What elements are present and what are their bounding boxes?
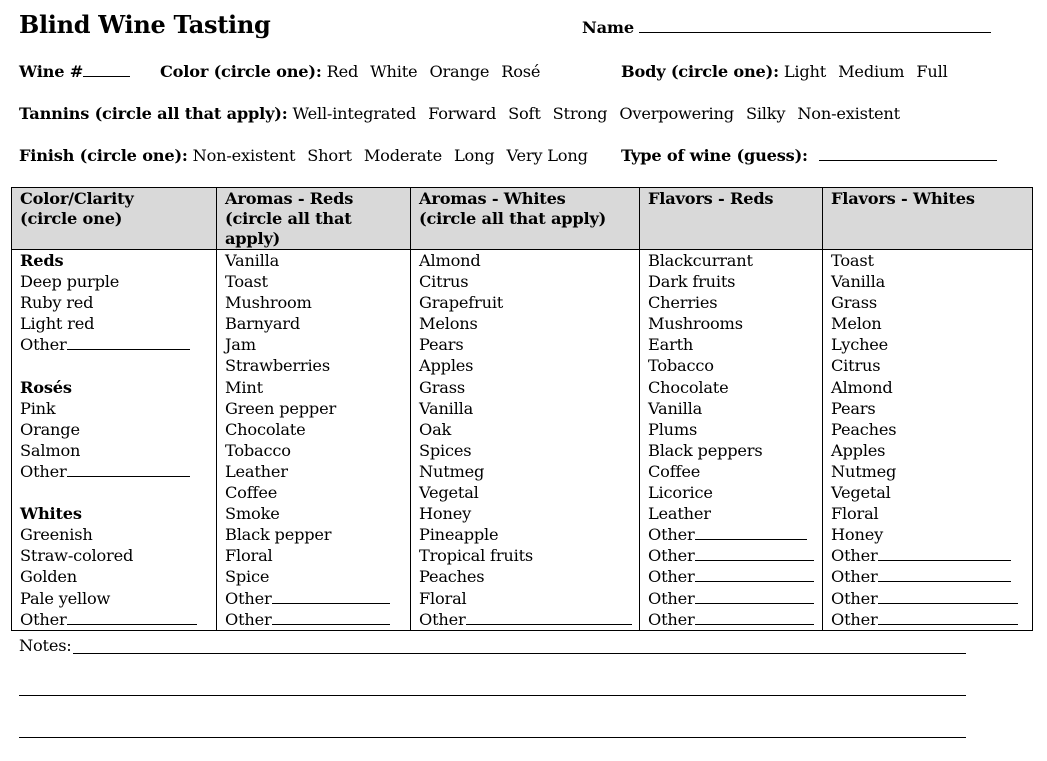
cell-text: Grass	[419, 377, 465, 397]
cell-text: Other	[20, 335, 67, 355]
cell-text: Pears	[419, 335, 464, 355]
cell-aromas-whites[interactable]	[411, 398, 640, 419]
cell-text: Floral	[831, 504, 879, 524]
cell-aromas-whites[interactable]	[411, 440, 640, 461]
cell-text: Vanilla	[831, 272, 886, 292]
cell-text: Apples	[831, 440, 886, 460]
cell-text: Pink	[20, 398, 56, 418]
cell-text: Orange	[20, 419, 80, 439]
table-row	[12, 271, 1033, 292]
cell-flavors-whites[interactable]	[823, 419, 1033, 440]
cell-aromas-reds[interactable]	[217, 377, 411, 398]
table-row	[12, 524, 1033, 545]
finish-option-non-existent[interactable]: Non-existent	[192, 146, 296, 165]
cell-text: Other	[225, 609, 272, 629]
color-label: Color (circle one):	[160, 62, 322, 81]
cell-text: Vanilla	[225, 251, 280, 270]
tannin-option-forward[interactable]: Forward	[428, 104, 497, 123]
cell-aromas-reds[interactable]	[217, 271, 411, 292]
cell-flavors-reds[interactable]	[640, 503, 823, 524]
wine-number-input-line[interactable]	[83, 75, 130, 77]
header-title: Flavors - Reds	[648, 189, 774, 208]
cell-flavors-whites[interactable]	[823, 440, 1033, 461]
cell-text: Chocolate	[225, 419, 306, 439]
tannin-option-strong[interactable]: Strong	[552, 104, 608, 123]
color-option-rose[interactable]: Rosé	[501, 62, 541, 81]
header-color-clarity	[12, 188, 217, 250]
cell-flavors-reds[interactable]	[640, 334, 823, 355]
cell-text: Barnyard	[225, 314, 301, 334]
other-input-line[interactable]	[695, 538, 807, 540]
cell-text: Ruby red	[20, 293, 94, 313]
cell-color-clarity[interactable]	[12, 271, 217, 292]
cell-aromas-reds[interactable]	[217, 292, 411, 313]
cell-flavors-reds[interactable]	[640, 461, 823, 482]
cell-text: Almond	[419, 251, 481, 270]
cell-flavors-reds[interactable]	[640, 524, 823, 545]
cell-flavors-whites[interactable]	[823, 377, 1033, 398]
cell-color-clarity	[12, 377, 217, 398]
cell-aromas-whites[interactable]	[411, 524, 640, 545]
cell-color-clarity[interactable]	[12, 334, 217, 355]
table-row	[12, 250, 1033, 272]
cell-color-clarity	[12, 482, 217, 503]
tannins-group	[19, 104, 912, 123]
header-title: Aromas - Reds	[225, 189, 354, 208]
cell-aromas-whites[interactable]	[411, 292, 640, 313]
cell-text: Toast	[831, 251, 874, 270]
cell-text: Toast	[225, 272, 268, 292]
cell-flavors-reds[interactable]	[640, 313, 823, 334]
cell-flavors-reds[interactable]	[640, 440, 823, 461]
cell-flavors-reds[interactable]	[640, 588, 823, 609]
table-row	[12, 609, 1033, 631]
wine-type-group	[621, 146, 997, 165]
cell-aromas-whites[interactable]	[411, 545, 640, 566]
cell-text: Green pepper	[225, 398, 336, 418]
cell-text: Smoke	[225, 504, 280, 524]
cell-aromas-whites[interactable]	[411, 271, 640, 292]
tannin-option-overpowering[interactable]: Overpowering	[619, 104, 734, 123]
cell-text: Whites	[20, 504, 82, 524]
cell-color-clarity[interactable]	[12, 588, 217, 609]
cell-aromas-reds[interactable]	[217, 419, 411, 440]
cell-text: Greenish	[20, 525, 93, 545]
header-title: Flavors - Whites	[831, 189, 975, 208]
cell-text: Almond	[831, 377, 893, 397]
cell-color-clarity[interactable]	[12, 313, 217, 334]
cell-text: Coffee	[648, 461, 701, 481]
cell-aromas-reds[interactable]	[217, 609, 411, 631]
cell-text: Other	[20, 461, 67, 481]
cell-text: Leather	[648, 504, 711, 524]
cell-flavors-whites[interactable]	[823, 313, 1033, 334]
cell-flavors-reds[interactable]	[640, 609, 823, 631]
cell-text: Honey	[419, 504, 472, 524]
table-row	[12, 419, 1033, 440]
color-group	[160, 62, 552, 81]
cell-flavors-whites[interactable]	[823, 524, 1033, 545]
wine-number-label: Wine #	[19, 62, 84, 81]
other-input-line[interactable]	[67, 348, 190, 350]
cell-text: Dark fruits	[648, 272, 736, 292]
cell-text: Lychee	[831, 335, 889, 355]
cell-flavors-reds[interactable]	[640, 482, 823, 503]
table-row	[12, 588, 1033, 609]
cell-text: Other	[831, 567, 878, 587]
cell-text: Mint	[225, 377, 263, 397]
cell-color-clarity[interactable]	[12, 524, 217, 545]
header-subtitle: (circle all that apply)	[419, 209, 607, 228]
finish-option-long[interactable]: Long	[453, 146, 495, 165]
page-title: Blind Wine Tasting	[19, 10, 271, 39]
cell-flavors-whites[interactable]	[823, 482, 1033, 503]
cell-aromas-whites[interactable]	[411, 588, 640, 609]
cell-aromas-whites[interactable]	[411, 419, 640, 440]
cell-aromas-whites[interactable]	[411, 313, 640, 334]
notes-line-1[interactable]	[73, 652, 966, 654]
cell-flavors-whites[interactable]	[823, 355, 1033, 376]
cell-text: Mushroom	[225, 293, 312, 313]
cell-flavors-whites[interactable]	[823, 334, 1033, 355]
cell-aromas-reds[interactable]	[217, 482, 411, 503]
table-row	[12, 440, 1033, 461]
cell-color-clarity[interactable]	[12, 545, 217, 566]
cell-text: Leather	[225, 461, 288, 481]
cell-text: Citrus	[831, 356, 881, 376]
other-input-line[interactable]	[695, 623, 814, 625]
cell-color-clarity[interactable]	[12, 292, 217, 313]
color-option-white[interactable]: White	[370, 62, 418, 81]
cell-color-clarity	[12, 250, 217, 272]
cell-flavors-whites[interactable]	[823, 609, 1033, 631]
tannin-option-non-existent[interactable]: Non-existent	[797, 104, 900, 123]
cell-text: Mushrooms	[648, 314, 743, 334]
tannin-option-silky[interactable]: Silky	[745, 104, 786, 123]
cell-text: Other	[831, 609, 878, 629]
cell-text: Other	[648, 609, 695, 629]
cell-text: Other	[648, 546, 695, 566]
cell-aromas-reds[interactable]	[217, 440, 411, 461]
cell-color-clarity[interactable]	[12, 419, 217, 440]
table-row	[12, 313, 1033, 334]
other-input-line[interactable]	[878, 580, 1011, 582]
cell-text: Black pepper	[225, 525, 332, 545]
cell-aromas-reds[interactable]	[217, 334, 411, 355]
cell-aromas-whites[interactable]	[411, 609, 640, 631]
cell-color-clarity[interactable]	[12, 566, 217, 587]
cell-text: Vegetal	[831, 483, 891, 503]
cell-aromas-reds[interactable]	[217, 545, 411, 566]
cell-aromas-reds[interactable]	[217, 524, 411, 545]
cell-text: Grass	[831, 293, 877, 313]
cell-text: Tobacco	[648, 356, 714, 376]
table-row	[12, 503, 1033, 524]
other-input-line[interactable]	[878, 602, 1018, 604]
cell-flavors-reds[interactable]	[640, 292, 823, 313]
cell-text: Melon	[831, 314, 882, 334]
cell-aromas-whites[interactable]	[411, 566, 640, 587]
cell-text: Reds	[20, 251, 64, 270]
tannin-option-soft[interactable]: Soft	[508, 104, 541, 123]
cell-flavors-whites[interactable]	[823, 271, 1033, 292]
other-input-line[interactable]	[695, 580, 814, 582]
other-input-line[interactable]	[272, 602, 390, 604]
header-aromas-reds	[217, 188, 411, 250]
cell-text: Other	[648, 588, 695, 608]
table-row	[12, 334, 1033, 355]
header-flavors-whites	[823, 188, 1033, 250]
tannins-label: Tannins (circle all that apply):	[19, 104, 288, 123]
cell-flavors-whites[interactable]	[823, 566, 1033, 587]
other-input-line[interactable]	[878, 623, 1018, 625]
cell-flavors-reds[interactable]	[640, 398, 823, 419]
cell-text: Strawberries	[225, 356, 330, 376]
cell-text: Plums	[648, 419, 698, 439]
cell-flavors-whites[interactable]	[823, 461, 1033, 482]
cell-text: Other	[225, 588, 272, 608]
finish-label: Finish (circle one):	[19, 146, 188, 165]
tannin-option-well-integrated[interactable]: Well-integrated	[292, 104, 417, 123]
cell-aromas-whites[interactable]	[411, 482, 640, 503]
cell-text: Black peppers	[648, 440, 763, 460]
name-field-group	[582, 18, 991, 37]
cell-text: Peaches	[419, 567, 485, 587]
body-option-medium[interactable]: Medium	[838, 62, 905, 81]
finish-option-moderate[interactable]: Moderate	[363, 146, 442, 165]
cell-text: Floral	[225, 546, 273, 566]
table-row	[12, 377, 1033, 398]
table-row	[12, 355, 1033, 376]
cell-text: Nutmeg	[419, 461, 485, 481]
cell-text: Vegetal	[419, 483, 479, 503]
body-label: Body (circle one):	[621, 62, 779, 81]
header-title: Color/Clarity	[20, 189, 134, 208]
cell-text: Other	[419, 609, 466, 629]
cell-aromas-whites[interactable]	[411, 334, 640, 355]
cell-flavors-whites[interactable]	[823, 588, 1033, 609]
cell-text: Spices	[419, 440, 472, 460]
cell-flavors-whites[interactable]	[823, 250, 1033, 272]
wine-number-group	[19, 62, 130, 81]
cell-text: Pears	[831, 398, 876, 418]
cell-aromas-whites[interactable]	[411, 250, 640, 272]
table-row	[12, 292, 1033, 313]
cell-text: Earth	[648, 335, 694, 355]
cell-flavors-whites[interactable]	[823, 545, 1033, 566]
tasting-table	[11, 187, 1033, 631]
finish-group	[19, 146, 600, 165]
cell-text: Spice	[225, 567, 270, 587]
other-input-line[interactable]	[67, 623, 197, 625]
cell-color-clarity	[12, 355, 217, 376]
table-row	[12, 398, 1033, 419]
table-row	[12, 545, 1033, 566]
table-header-row	[12, 188, 1033, 250]
cell-text: Deep purple	[20, 272, 120, 292]
cell-text: Chocolate	[648, 377, 729, 397]
wine-type-label: Type of wine (guess):	[621, 146, 808, 165]
cell-aromas-reds[interactable]	[217, 503, 411, 524]
cell-text: Oak	[419, 419, 452, 439]
body-option-full[interactable]: Full	[916, 62, 948, 81]
wine-type-input-line[interactable]	[819, 159, 997, 161]
name-input-line[interactable]	[639, 31, 991, 33]
cell-aromas-whites[interactable]	[411, 355, 640, 376]
cell-flavors-reds[interactable]	[640, 271, 823, 292]
cell-text: Tobacco	[225, 440, 291, 460]
cell-text: Jam	[225, 335, 256, 355]
cell-flavors-whites[interactable]	[823, 292, 1033, 313]
cell-text: Other	[20, 609, 67, 629]
notes-line-3[interactable]	[19, 736, 966, 738]
cell-text: Blackcurrant	[648, 251, 753, 270]
cell-text: Other	[648, 525, 695, 545]
header-subtitle: (circle all that apply)	[225, 209, 352, 248]
table-row	[12, 461, 1033, 482]
cell-text: Other	[831, 546, 878, 566]
cell-aromas-whites[interactable]	[411, 377, 640, 398]
cell-text: Nutmeg	[831, 461, 897, 481]
cell-flavors-reds[interactable]	[640, 355, 823, 376]
table-row	[12, 482, 1033, 503]
cell-text: Tropical fruits	[419, 546, 534, 566]
cell-text: Straw-colored	[20, 546, 134, 566]
cell-text: Peaches	[831, 419, 897, 439]
header-aromas-whites	[411, 188, 640, 250]
header-subtitle: (circle one)	[20, 209, 123, 228]
cell-aromas-reds[interactable]	[217, 566, 411, 587]
cell-text: Citrus	[419, 272, 469, 292]
cell-aromas-reds[interactable]	[217, 461, 411, 482]
body-option-light[interactable]: Light	[783, 62, 827, 81]
cell-text: Melons	[419, 314, 478, 334]
cell-aromas-reds[interactable]	[217, 313, 411, 334]
header-title: Aromas - Whites	[419, 189, 566, 208]
cell-color-clarity	[12, 503, 217, 524]
cell-text: Golden	[20, 567, 78, 587]
cell-flavors-reds[interactable]	[640, 419, 823, 440]
cell-aromas-reds[interactable]	[217, 355, 411, 376]
cell-color-clarity[interactable]	[12, 440, 217, 461]
cell-aromas-reds[interactable]	[217, 250, 411, 272]
color-option-red[interactable]: Red	[326, 62, 359, 81]
header-flavors-reds	[640, 188, 823, 250]
name-label: Name	[582, 18, 634, 37]
cell-flavors-reds[interactable]	[640, 377, 823, 398]
cell-aromas-whites[interactable]	[411, 503, 640, 524]
cell-aromas-reds[interactable]	[217, 588, 411, 609]
cell-text: Pale yellow	[20, 588, 111, 608]
cell-color-clarity[interactable]	[12, 398, 217, 419]
cell-aromas-whites[interactable]	[411, 461, 640, 482]
cell-text: Coffee	[225, 483, 278, 503]
cell-aromas-reds[interactable]	[217, 398, 411, 419]
other-input-line[interactable]	[695, 602, 814, 604]
cell-text: Rosés	[20, 377, 72, 397]
other-input-line[interactable]	[878, 559, 1011, 561]
table-body	[12, 250, 1033, 631]
cell-flavors-reds[interactable]	[640, 250, 823, 272]
other-input-line[interactable]	[272, 623, 390, 625]
notes-label: Notes:	[19, 636, 72, 655]
cell-flavors-reds[interactable]	[640, 545, 823, 566]
finish-option-very-long[interactable]: Very Long	[506, 146, 588, 165]
cell-text: Pineapple	[419, 525, 499, 545]
cell-text: Licorice	[648, 483, 713, 503]
other-input-line[interactable]	[67, 475, 190, 477]
table-row	[12, 566, 1033, 587]
cell-flavors-whites[interactable]	[823, 398, 1033, 419]
cell-color-clarity[interactable]	[12, 461, 217, 482]
notes-line-2[interactable]	[19, 694, 966, 696]
finish-option-short[interactable]: Short	[307, 146, 352, 165]
body-group	[621, 62, 960, 81]
cell-text: Grapefruit	[419, 293, 504, 313]
cell-text: Vanilla	[648, 398, 703, 418]
cell-flavors-reds[interactable]	[640, 566, 823, 587]
cell-text: Light red	[20, 314, 95, 334]
cell-text: Vanilla	[419, 398, 474, 418]
cell-text: Other	[648, 567, 695, 587]
cell-text: Cherries	[648, 293, 718, 313]
cell-color-clarity[interactable]	[12, 609, 217, 631]
cell-text: Salmon	[20, 440, 81, 460]
cell-text: Other	[831, 588, 878, 608]
color-option-orange[interactable]: Orange	[429, 62, 490, 81]
cell-text: Apples	[419, 356, 474, 376]
other-input-line[interactable]	[695, 559, 814, 561]
cell-flavors-whites[interactable]	[823, 503, 1033, 524]
cell-text: Floral	[419, 588, 467, 608]
cell-text: Honey	[831, 525, 884, 545]
other-input-line[interactable]	[466, 623, 632, 625]
